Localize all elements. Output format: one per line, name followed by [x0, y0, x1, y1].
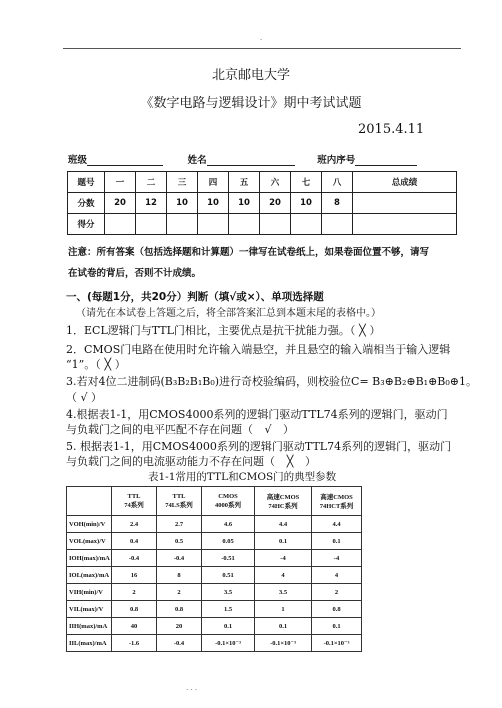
points-label: 分数	[68, 193, 105, 214]
q5-answer-mark: ╳	[286, 455, 294, 468]
q1-paren-end: ）	[369, 324, 381, 337]
param-header-line2: 74LS系列	[165, 502, 193, 509]
param-header-corner	[67, 487, 112, 516]
got-cell[interactable]	[291, 214, 322, 235]
param-cell: 0.8	[312, 601, 362, 618]
param-cell: 2	[112, 584, 157, 601]
q1-text: 1．ECL逻辑门与TTL门相比，主要优点是抗干扰能力强。（	[66, 324, 356, 337]
exam-title: 《数字电路与逻辑设计》期中考试试题	[140, 96, 362, 111]
param-cell: 8	[157, 567, 202, 584]
param-cell: 2	[312, 584, 362, 601]
points-cell: 10	[229, 193, 260, 214]
param-cell: -1.6	[112, 635, 157, 652]
param-cell: 0.1	[255, 533, 312, 550]
points-cell: 10	[198, 193, 229, 214]
param-name: IIL(max)/mA	[67, 635, 112, 652]
got-cell[interactable]	[260, 214, 291, 235]
student-info-row	[68, 152, 417, 166]
score-header-cell: 五	[229, 172, 260, 193]
score-header-cell: 三	[167, 172, 198, 193]
param-cell: -0.51	[202, 550, 255, 567]
q3-paren-end: ）	[91, 391, 102, 404]
param-cell: -4	[255, 550, 312, 567]
q4-text: 与负载门之间的电平匹配不存在问题（	[66, 423, 253, 436]
param-cell: 4	[255, 567, 312, 584]
param-cell: -0.4	[157, 635, 202, 652]
param-cell: 0.8	[157, 601, 202, 618]
param-cell: -0.4	[157, 550, 202, 567]
points-cell: 20	[105, 193, 136, 214]
param-name: VIH(min)/V	[67, 584, 112, 601]
points-row	[68, 193, 457, 214]
param-cell: 0.1	[202, 618, 255, 635]
university-name: 北京邮电大学	[211, 68, 290, 83]
question-2-line-1: 2．CMOS门电路在使用时允许输入端悬空，并且悬空的输入端相当于输入逻辑	[66, 343, 451, 356]
got-cell[interactable]	[167, 214, 198, 235]
got-label: 得分	[68, 214, 105, 235]
param-cell: 16	[112, 567, 157, 584]
question-3-line-2	[66, 391, 102, 405]
param-header-line2: 74HCT系列	[319, 503, 354, 510]
param-row	[67, 584, 362, 601]
param-header-cell	[112, 487, 157, 516]
points-cell	[353, 193, 457, 214]
param-header-cell	[312, 487, 362, 516]
param-cell: -0.1×10⁻³	[312, 635, 362, 652]
table-caption: 表1-1常用的TTL和CMOS门的典型参数	[148, 471, 337, 483]
got-cell[interactable]	[322, 214, 353, 235]
question-2-line-2	[66, 358, 126, 372]
param-row	[67, 516, 362, 533]
q3-text: （	[66, 391, 77, 404]
points-cell: 12	[136, 193, 167, 214]
notice-line-1: 注意：所有答案（包括选择题和计算题）一律写在试卷纸上，如果卷面位置不够，请写	[68, 247, 430, 258]
param-cell: 0.1	[255, 618, 312, 635]
question-5-line-1: 5. 根据表1-1，用CMOS4000系列的逻辑门驱动TTL74系列的逻辑门，驱动门	[66, 440, 452, 453]
q2-text: “1”。（	[66, 358, 101, 371]
q3-answer-mark: √	[80, 391, 88, 404]
footer-dots: . . .	[186, 684, 198, 692]
param-row	[67, 601, 362, 618]
param-cell: -4	[312, 550, 362, 567]
section1-heading: 一、(每题1分，共20分）判断（填√或×）、单项选择题	[66, 291, 324, 303]
got-cell[interactable]	[353, 214, 457, 235]
name-field[interactable]	[207, 153, 295, 166]
param-cell: -0.1×10⁻³	[255, 635, 312, 652]
param-cell: 0.1	[312, 533, 362, 550]
got-row	[68, 214, 457, 235]
seq-field[interactable]	[355, 153, 417, 166]
param-name: VOH(min)/V	[67, 516, 112, 533]
param-name: VIL(max)/V	[67, 601, 112, 618]
score-header-cell: 总成绩	[353, 172, 457, 193]
param-header-line1: CMOS	[218, 493, 238, 500]
param-cell: 4.4	[312, 516, 362, 533]
score-header-cell: 八	[322, 172, 353, 193]
got-cell[interactable]	[198, 214, 229, 235]
got-cell[interactable]	[229, 214, 260, 235]
q4-answer-mark: √	[264, 423, 272, 436]
points-cell: 20	[260, 193, 291, 214]
param-cell: 0.1	[312, 618, 362, 635]
notice-line-2: 在试卷的背后，否则不计成绩。	[68, 268, 202, 279]
param-name: IIH(max)/mA	[67, 618, 112, 635]
name-label: 姓名	[187, 155, 207, 166]
score-header-cell: 七	[291, 172, 322, 193]
param-cell: 3.5	[202, 584, 255, 601]
param-header-line1: 高速CMOS	[320, 494, 353, 501]
param-row	[67, 567, 362, 584]
param-cell: 0.5	[157, 533, 202, 550]
param-header-line1: TTL	[172, 493, 186, 500]
q4-paren-end: ）	[283, 423, 294, 436]
header-rule	[63, 48, 461, 49]
class-field[interactable]	[87, 153, 163, 166]
param-header-line2: 74HC系列	[268, 503, 298, 510]
param-cell: 1.5	[202, 601, 255, 618]
question-4-line-1: 4.根据表1-1，用CMOS4000系列的逻辑门驱动TTL74系列的逻辑门，驱动门	[66, 408, 448, 421]
param-row	[67, 550, 362, 567]
param-row	[67, 533, 362, 550]
param-name: VOL(max)/V	[67, 533, 112, 550]
param-name: IOL(max)/mA	[67, 567, 112, 584]
exam-date: 2015.4.11	[358, 122, 425, 137]
question-1	[66, 324, 380, 338]
score-header-cell: 六	[260, 172, 291, 193]
q5-text: 与负载门之间的电流驱动能力不存在问题（	[66, 455, 275, 468]
q1-answer-mark: ╳	[359, 324, 366, 337]
section1-instruction: （请先在本试卷上答题之后，将全部答案汇总到本题末尾的表格中。）	[76, 308, 381, 319]
param-name: IOH(max)/mA	[67, 550, 112, 567]
class-label: 班级	[68, 155, 88, 166]
q2-paren-end: ）	[114, 358, 126, 371]
q5-paren-end: ）	[305, 455, 316, 468]
param-cell: 40	[112, 618, 157, 635]
param-cell: 4.6	[202, 516, 255, 533]
param-header-cell	[202, 487, 255, 516]
score-header-cell: 四	[198, 172, 229, 193]
param-header-line2: 4000系列	[215, 502, 241, 509]
question-4-line-2	[66, 423, 294, 437]
points-cell: 10	[291, 193, 322, 214]
param-cell: 0.8	[112, 601, 157, 618]
score-header-cell: 二	[136, 172, 167, 193]
score-table	[67, 171, 457, 235]
q2-answer-mark: ╳	[104, 358, 112, 371]
param-header-line2: 74系列	[124, 502, 144, 509]
param-cell: 2	[157, 584, 202, 601]
param-cell: 4	[312, 567, 362, 584]
param-cell: 0.05	[202, 533, 255, 550]
score-header-cell: 题号	[68, 172, 105, 193]
param-row	[67, 635, 362, 652]
points-cell: 8	[322, 193, 353, 214]
param-cell: -0.4	[112, 550, 157, 567]
seq-label: 班内序号	[317, 155, 356, 166]
got-cell[interactable]	[105, 214, 136, 235]
param-header-cell	[157, 487, 202, 516]
param-cell: 1	[255, 601, 312, 618]
param-cell: 0.51	[202, 567, 255, 584]
score-header-cell: 一	[105, 172, 136, 193]
param-cell: -0.1×10⁻³	[202, 635, 255, 652]
param-cell: 0.4	[112, 533, 157, 550]
param-cell: 20	[157, 618, 202, 635]
param-cell: 2.4	[112, 516, 157, 533]
param-header-line1: 高速CMOS	[266, 494, 300, 501]
score-header-row	[68, 172, 457, 193]
got-cell[interactable]	[136, 214, 167, 235]
param-header-line1: TTL	[127, 493, 141, 500]
param-cell: 3.5	[255, 584, 312, 601]
param-header-cell	[255, 487, 312, 516]
top-dot: .	[260, 34, 263, 42]
param-header-row	[67, 487, 362, 516]
param-cell: 2.7	[157, 516, 202, 533]
question-3-line-1: 3.若对4位二进制码(B₃B₂B₁B₀)进行奇校验编码，则校验位C= B₃⊕B₂⊕B₁⊕B₀⊕1。	[66, 375, 478, 388]
param-row	[67, 618, 362, 635]
question-5-line-2	[66, 455, 316, 469]
param-cell: 4.4	[255, 516, 312, 533]
points-cell: 10	[167, 193, 198, 214]
param-table	[66, 486, 362, 652]
